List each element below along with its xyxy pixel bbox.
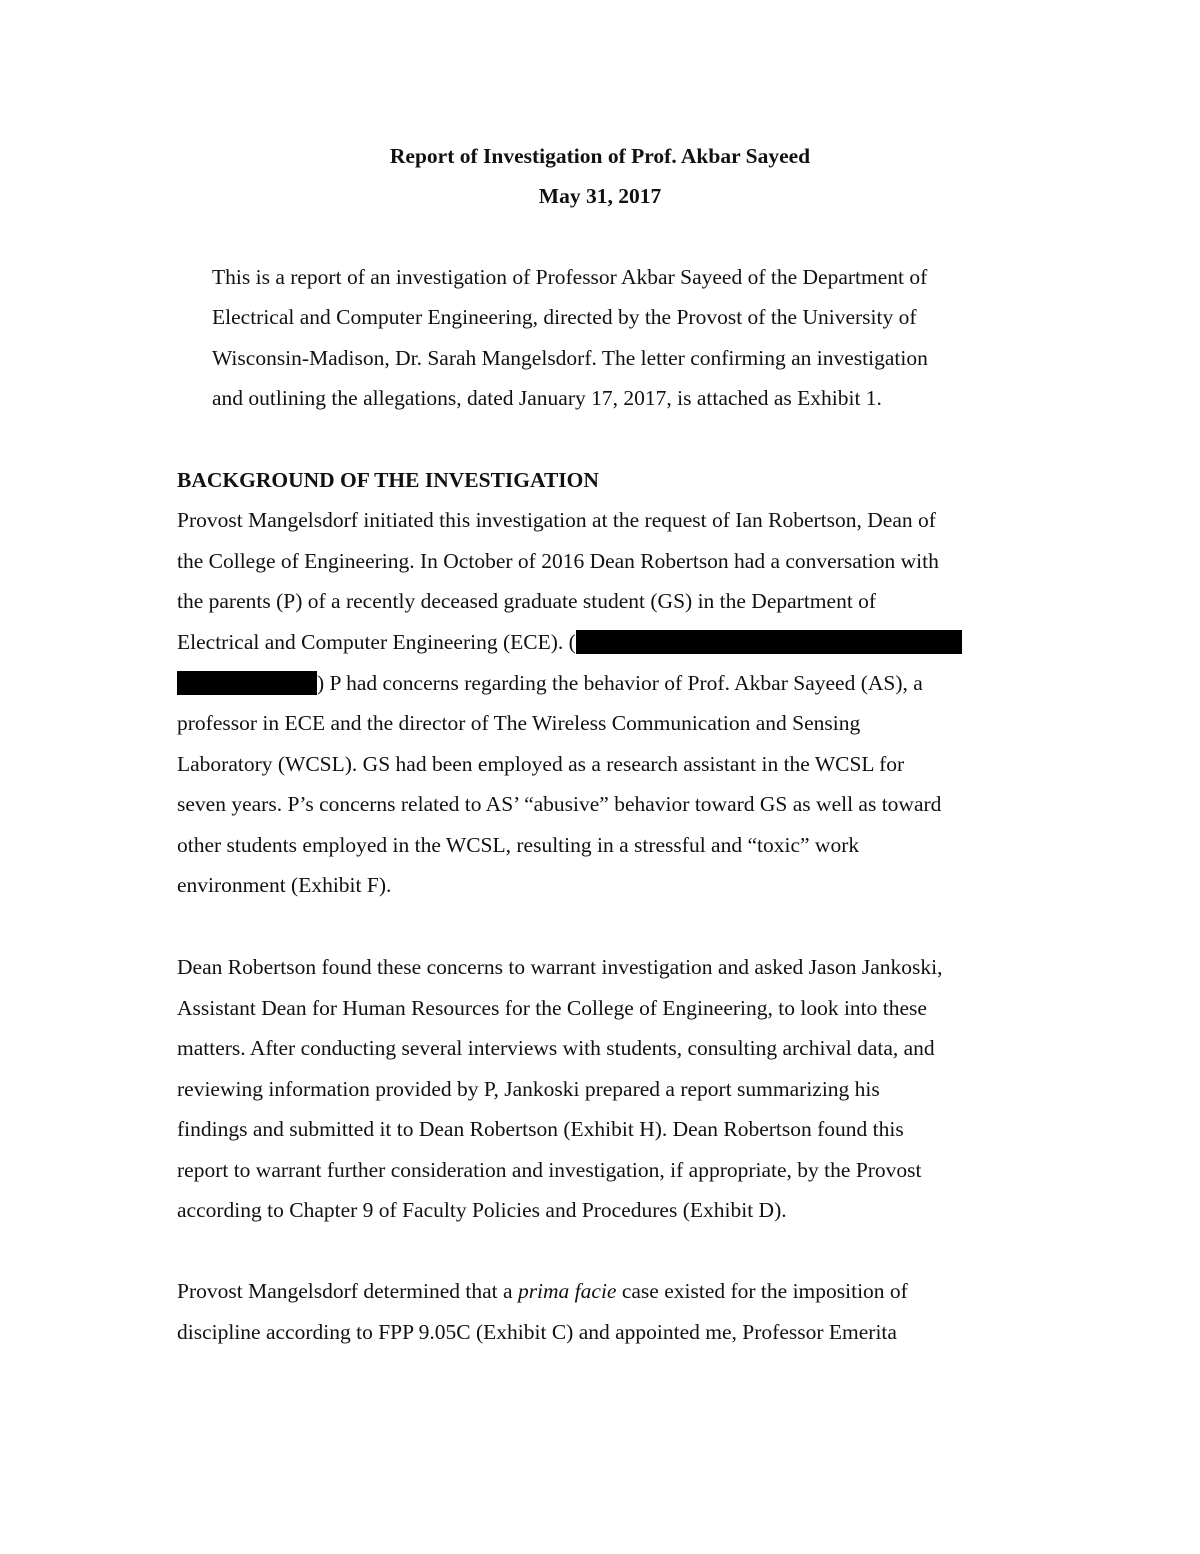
italic-term: prima facie [517, 1279, 617, 1303]
paragraph-line: Dean Robertson found these concerns to warrant investigation and asked Jason Jankoski, [177, 955, 943, 979]
paragraph-line: reviewing information provided by P, Jankoski prepared a report summarizing his [177, 1076, 880, 1101]
paragraph-line: discipline according to FPP 9.05C (Exhibit C) and appointed me, Professor Emerita [177, 1320, 897, 1344]
report-title: Report of Investigation of Prof. Akbar Sayeed [389, 144, 811, 168]
redaction-box [177, 671, 317, 695]
paragraph-line: Electrical and Computer Engineering, directed by the Provost of the University of [212, 305, 917, 330]
paragraph-line: report to warrant further consideration and investigation, if appropriate, by the Provost [177, 1157, 922, 1182]
paragraph-line: environment (Exhibit F). [177, 873, 392, 898]
line-text: Electrical and Computer Engineering (ECE). ( [177, 630, 576, 654]
paragraph-line: and outlining the allegations, dated January 17, 2017, is attached as Exhibit 1. [212, 386, 882, 411]
line-text: case existed for the imposition of [616, 1279, 908, 1303]
redaction-box [576, 630, 962, 654]
paragraph-line: seven years. P’s concerns related to AS’ “abusive” behavior toward GS as well as toward [177, 792, 942, 817]
paragraph-line: professor in ECE and the director of The Wireless Communication and Sensing [177, 711, 861, 735]
paragraph-line [177, 1278, 908, 1304]
line-text: ) P had concerns regarding the behavior of Prof. Akbar Sayeed (AS), a [317, 671, 923, 695]
paragraph-line: the College of Engineering. In October of 2016 Dean Robertson had a conversation with [177, 548, 939, 573]
paragraph-line: Assistant Dean for Human Resources for the College of Engineering, to look into these [177, 995, 927, 1020]
paragraph-line: matters. After conducting several interviews with students, consulting archival data, and [177, 1036, 935, 1060]
paragraph-line: Wisconsin-Madison, Dr. Sarah Mangelsdorf. The letter confirming an investigation [212, 345, 928, 370]
paragraph-line: according to Chapter 9 of Faculty Policies and Procedures (Exhibit D). [177, 1198, 787, 1222]
paragraph-line: other students employed in the WCSL, resulting in a stressful and “toxic” work [177, 832, 860, 857]
report-date: May 31, 2017 [538, 184, 662, 208]
section-heading: BACKGROUND OF THE INVESTIGATION [177, 468, 599, 492]
paragraph-line: This is a report of an investigation of Professor Akbar Sayeed of the Department of [212, 265, 928, 289]
paragraph-line: Provost Mangelsdorf initiated this investigation at the request of Ian Robertson, Dean of [177, 508, 936, 532]
paragraph-line: the parents (P) of a recently deceased graduate student (GS) in the Department of [177, 589, 877, 614]
paragraph-line: Laboratory (WCSL). GS had been employed as a research assistant in the WCSL for [177, 751, 905, 776]
paragraph-line: findings and submitted it to Dean Robertson (Exhibit H). Dean Robertson found this [177, 1117, 904, 1141]
paragraph-line [177, 629, 962, 655]
paragraph-line [177, 670, 923, 696]
line-text: Provost Mangelsdorf determined that a [177, 1279, 518, 1303]
